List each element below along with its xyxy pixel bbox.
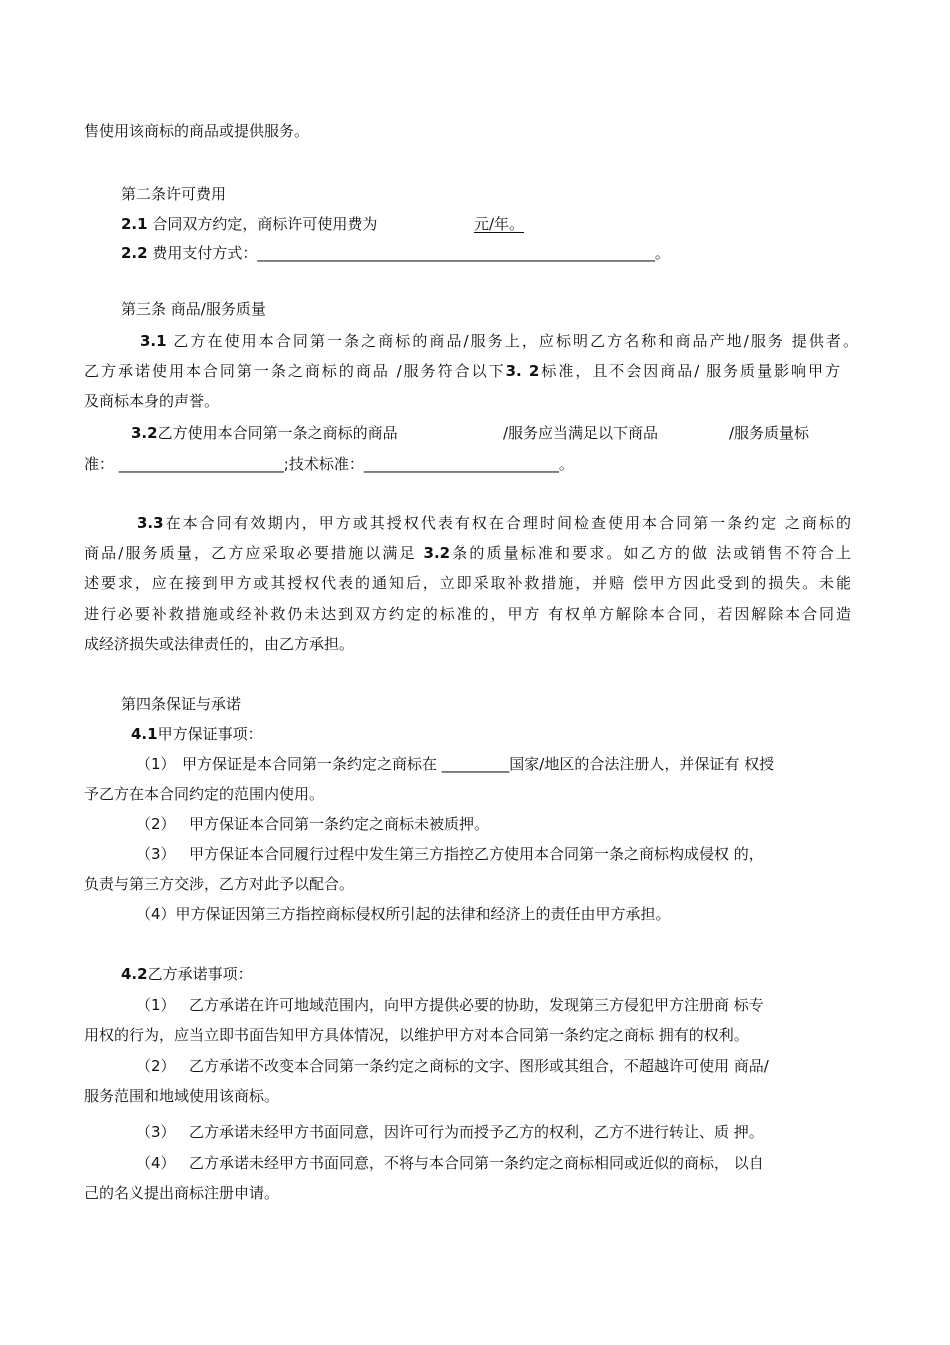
clause-text: 条的质量标准和要求。如乙方的做 法或销售不符合上	[450, 544, 851, 562]
article-3-heading: 第三条 商品/服务质量	[121, 300, 266, 318]
clause-3-2-line-1a	[131, 423, 398, 443]
clause-4-2-item-4-line-2: 己的名义提出商标注册申请。	[84, 1184, 280, 1202]
quality-standard-blank: ______________________	[118, 455, 284, 473]
continuation-text: 售使用该商标的商品或提供服务。	[84, 122, 310, 140]
clause-4-1-item-1-line-1	[182, 754, 774, 774]
clause-4-2-title	[121, 964, 253, 984]
clause-text: 乙方使用本合同第一条之商标的商品	[157, 424, 398, 442]
clause-number: 3.2	[131, 424, 158, 442]
clause-text: 商品/服务质量，乙方应采取必要措施以满足	[84, 544, 417, 562]
clause-3-1-line-1	[140, 331, 858, 351]
clause-reference: 3. 2	[505, 362, 540, 380]
clause-4-1-item-2-marker: （2）	[136, 815, 176, 833]
clause-number: 2.2	[121, 244, 148, 262]
clause-text: 甲方保证因第三方指控商标侵权所引起的法律和经济上的责任由甲方承担。	[175, 905, 671, 923]
clause-number: 4.2	[121, 965, 148, 983]
article-2-heading: 第二条许可费用	[121, 185, 227, 203]
clause-number: 3.3	[137, 514, 164, 532]
clause-text: 甲方保证是本合同第一条约定之商标在	[182, 755, 438, 773]
clause-4-1-item-4	[136, 904, 671, 924]
clause-4-2-item-3-marker: （3）	[136, 1123, 176, 1141]
clause-text: ;技术标准：	[283, 455, 364, 473]
clause-4-1-item-3-marker: （3）	[136, 845, 176, 863]
clause-4-2-item-1-line-1: 乙方承诺在许可地域范围内，向甲方提供必要的协助，发现第三方侵犯甲方注册商 标专	[189, 996, 764, 1014]
clause-4-1-item-1-line-2: 予乙方在本合同约定的范围内使用。	[84, 785, 325, 803]
clause-4-1-item-3-line-1: 甲方保证本合同履行过程中发生第三方指控乙方使用本合同第一条之商标构成侵权 的，	[189, 845, 764, 863]
clause-3-3-line-2	[84, 543, 851, 563]
clause-4-2-item-4-marker: （4）	[136, 1154, 176, 1172]
country-region-blank: _________	[441, 755, 510, 773]
clause-end: 。	[654, 244, 670, 262]
technical-standard-blank: __________________________	[363, 455, 559, 473]
clause-number: 4.1	[131, 725, 158, 743]
clause-text: 乙方在使用本合同第一条之商标的商品/服务上，应标明乙方名称和商品产地/服务 提供者。	[173, 332, 858, 350]
clause-4-2-item-3: 乙方承诺未经甲方书面同意，因许可行为而授予乙方的权利，乙方不进行转让、质 押。	[189, 1123, 764, 1141]
payment-method-blank: _____________________________________________________	[257, 244, 655, 262]
list-marker: （4）	[136, 905, 176, 923]
clause-3-2-line-1b: /服务应当满足以下商品	[503, 424, 659, 442]
clause-4-1-item-3-line-2: 负责与第三方交涉，乙方对此予以配合。	[84, 875, 355, 893]
clause-text: 乙方承诺事项：	[147, 965, 253, 983]
clause-4-1-title	[131, 724, 263, 744]
clause-4-2-item-2-line-2: 服务范围和地域使用该商标。	[84, 1087, 280, 1105]
fee-unit: 元∕年。	[474, 215, 525, 233]
clause-reference: 3.2	[423, 544, 451, 562]
clause-4-2-item-2-line-1: 乙方承诺不改变本合同第一条约定之商标的文字、图形或其组合，不超越许可使用 商品/	[189, 1057, 769, 1075]
clause-2-1	[121, 214, 377, 234]
clause-3-3-line-1	[137, 513, 851, 533]
clause-text: 合同双方约定，商标许可使用费为	[152, 215, 378, 233]
clause-4-2-item-1-line-2: 用权的行为，应当立即书面告知甲方具体情况，以维护甲方对本合同第一条约定之商标 拥有的权利。	[84, 1026, 749, 1044]
article-4-heading: 第四条保证与承诺	[121, 695, 242, 713]
clause-text: 费用支付方式：	[152, 244, 258, 262]
clause-text: 甲方保证事项：	[157, 725, 263, 743]
clause-number: 3.1	[140, 332, 167, 350]
clause-3-1-line-3: 及商标本身的声誉。	[84, 392, 220, 410]
clause-end: 。	[558, 455, 574, 473]
clause-text: 乙方承诺使用本合同第一条之商标的商品 /服务符合以下	[84, 362, 506, 380]
clause-text: 在本合同有效期内，甲方或其授权代表有权在合理时间检查使用本合同第一条约定 之商标的	[163, 514, 851, 532]
clause-number: 2.1	[121, 215, 148, 233]
clause-4-2-item-1-marker: （1）	[136, 996, 176, 1014]
clause-4-1-item-1-marker: （1）	[136, 755, 176, 773]
clause-4-1-item-2: 甲方保证本合同第一条约定之商标未被质押。	[189, 815, 490, 833]
clause-4-2-item-2-marker: （2）	[136, 1057, 176, 1075]
clause-3-2-line-2	[84, 454, 574, 474]
clause-4-2-item-4-line-1: 乙方承诺未经甲方书面同意，不将与本合同第一条约定之商标相同或近似的商标， 以自	[189, 1154, 764, 1172]
clause-2-2	[121, 243, 670, 263]
clause-3-3-line-5: 成经济损失或法律责任的，由乙方承担。	[84, 635, 355, 653]
clause-3-2-line-1c: /服务质量标	[729, 424, 810, 442]
clause-3-3-line-3: 述要求，应在接到甲方或其授权代表的通知后，立即采取补救措施，并赔 偿甲方因此受到的损失。未能	[84, 574, 851, 592]
clause-text: 国家/地区的合法注册人，并保证有 权授	[509, 755, 775, 773]
clause-text: 准：	[84, 455, 115, 473]
clause-3-3-line-4: 进行必要补救措施或经补救仍未达到双方约定的标准的，甲方 有权单方解除本合同，若因解除本合同造	[84, 605, 851, 623]
clause-text: 标准，且不会因商品/ 服务质量影响甲方	[539, 362, 841, 380]
clause-3-1-line-2	[84, 361, 840, 381]
